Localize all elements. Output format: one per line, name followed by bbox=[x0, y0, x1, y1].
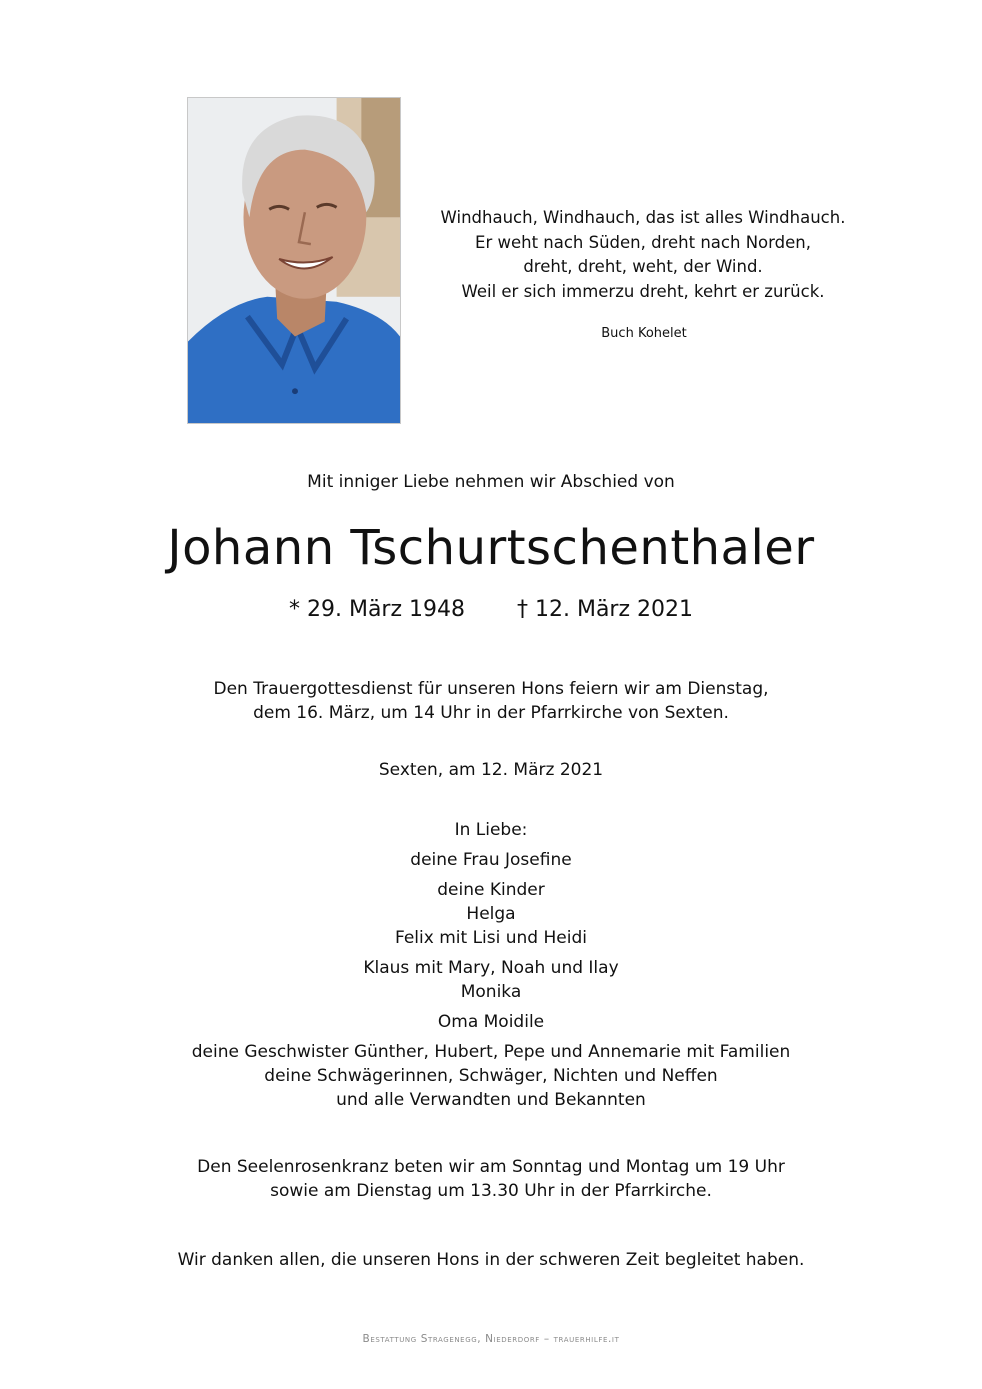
service-line: Den Trauergottesdienst für unseren Hons feiern wir am Dienstag, bbox=[213, 679, 769, 699]
place-date: Sexten, am 12. März 2021 bbox=[378, 760, 604, 780]
rosary-line: Den Seelenrosenkranz beten wir am Sonntag und Montag um 19 Uhr bbox=[197, 1157, 785, 1177]
mourner-grandmother: Oma Moidile bbox=[437, 1012, 545, 1032]
intro-text: Mit inniger Liebe nehmen wir Abschied von bbox=[307, 472, 675, 492]
life-dates bbox=[0, 597, 982, 622]
verse-line: Weil er sich immerzu dreht, kehrt er zurück. bbox=[461, 281, 825, 301]
mourner-other: deine Geschwister Günther, Hubert, Pepe und Annemarie mit Familien bbox=[191, 1042, 791, 1062]
mourner-child: Helga bbox=[466, 904, 516, 924]
thanks-text: Wir danken allen, die unseren Hons in der schweren Zeit begleitet haben. bbox=[177, 1250, 805, 1270]
verse-line: dreht, dreht, weht, der Wind. bbox=[523, 257, 763, 276]
mourner-wife: deine Frau Josefine bbox=[410, 850, 572, 870]
mourners-heading: In Liebe: bbox=[454, 820, 528, 840]
mourner-other: deine Schwägerinnen, Schwäger, Nichten und Neffen bbox=[264, 1066, 718, 1086]
rosary-info bbox=[0, 1155, 982, 1203]
verse-quote bbox=[420, 206, 866, 304]
mourner-child: Felix mit Lisi und Heidi bbox=[395, 928, 587, 948]
service-line: dem 16. März, um 14 Uhr in der Pfarrkirche von Sexten. bbox=[253, 703, 729, 723]
deceased-name: Johann Tschurtschenthaler bbox=[167, 520, 815, 576]
portrait-illustration bbox=[188, 98, 400, 423]
mourner-child: Klaus mit Mary, Noah und Ilay bbox=[363, 958, 619, 978]
funeral-service-info bbox=[0, 677, 982, 725]
verse-line: Er weht nach Süden, dreht nach Norden, bbox=[475, 232, 811, 252]
rosary-line: sowie am Dienstag um 13.30 Uhr in der Pfarrkirche. bbox=[270, 1181, 712, 1201]
footer-credit: Bestattung Stragenegg, Niederdorf – trauerhilfe.it bbox=[362, 1333, 620, 1345]
portrait-photo bbox=[187, 97, 401, 424]
verse-source: Buch Kohelet bbox=[601, 326, 687, 341]
children-heading: deine Kinder bbox=[437, 880, 545, 900]
verse-line: Windhauch, Windhauch, das ist alles Windhauch. bbox=[440, 208, 846, 227]
death-date: † 12. März 2021 bbox=[517, 597, 694, 622]
mourner-other: und alle Verwandten und Bekannten bbox=[336, 1090, 646, 1110]
mourner-child: Monika bbox=[460, 982, 522, 1002]
mourners-list bbox=[0, 818, 982, 1112]
birth-date: * 29. März 1948 bbox=[288, 597, 465, 622]
